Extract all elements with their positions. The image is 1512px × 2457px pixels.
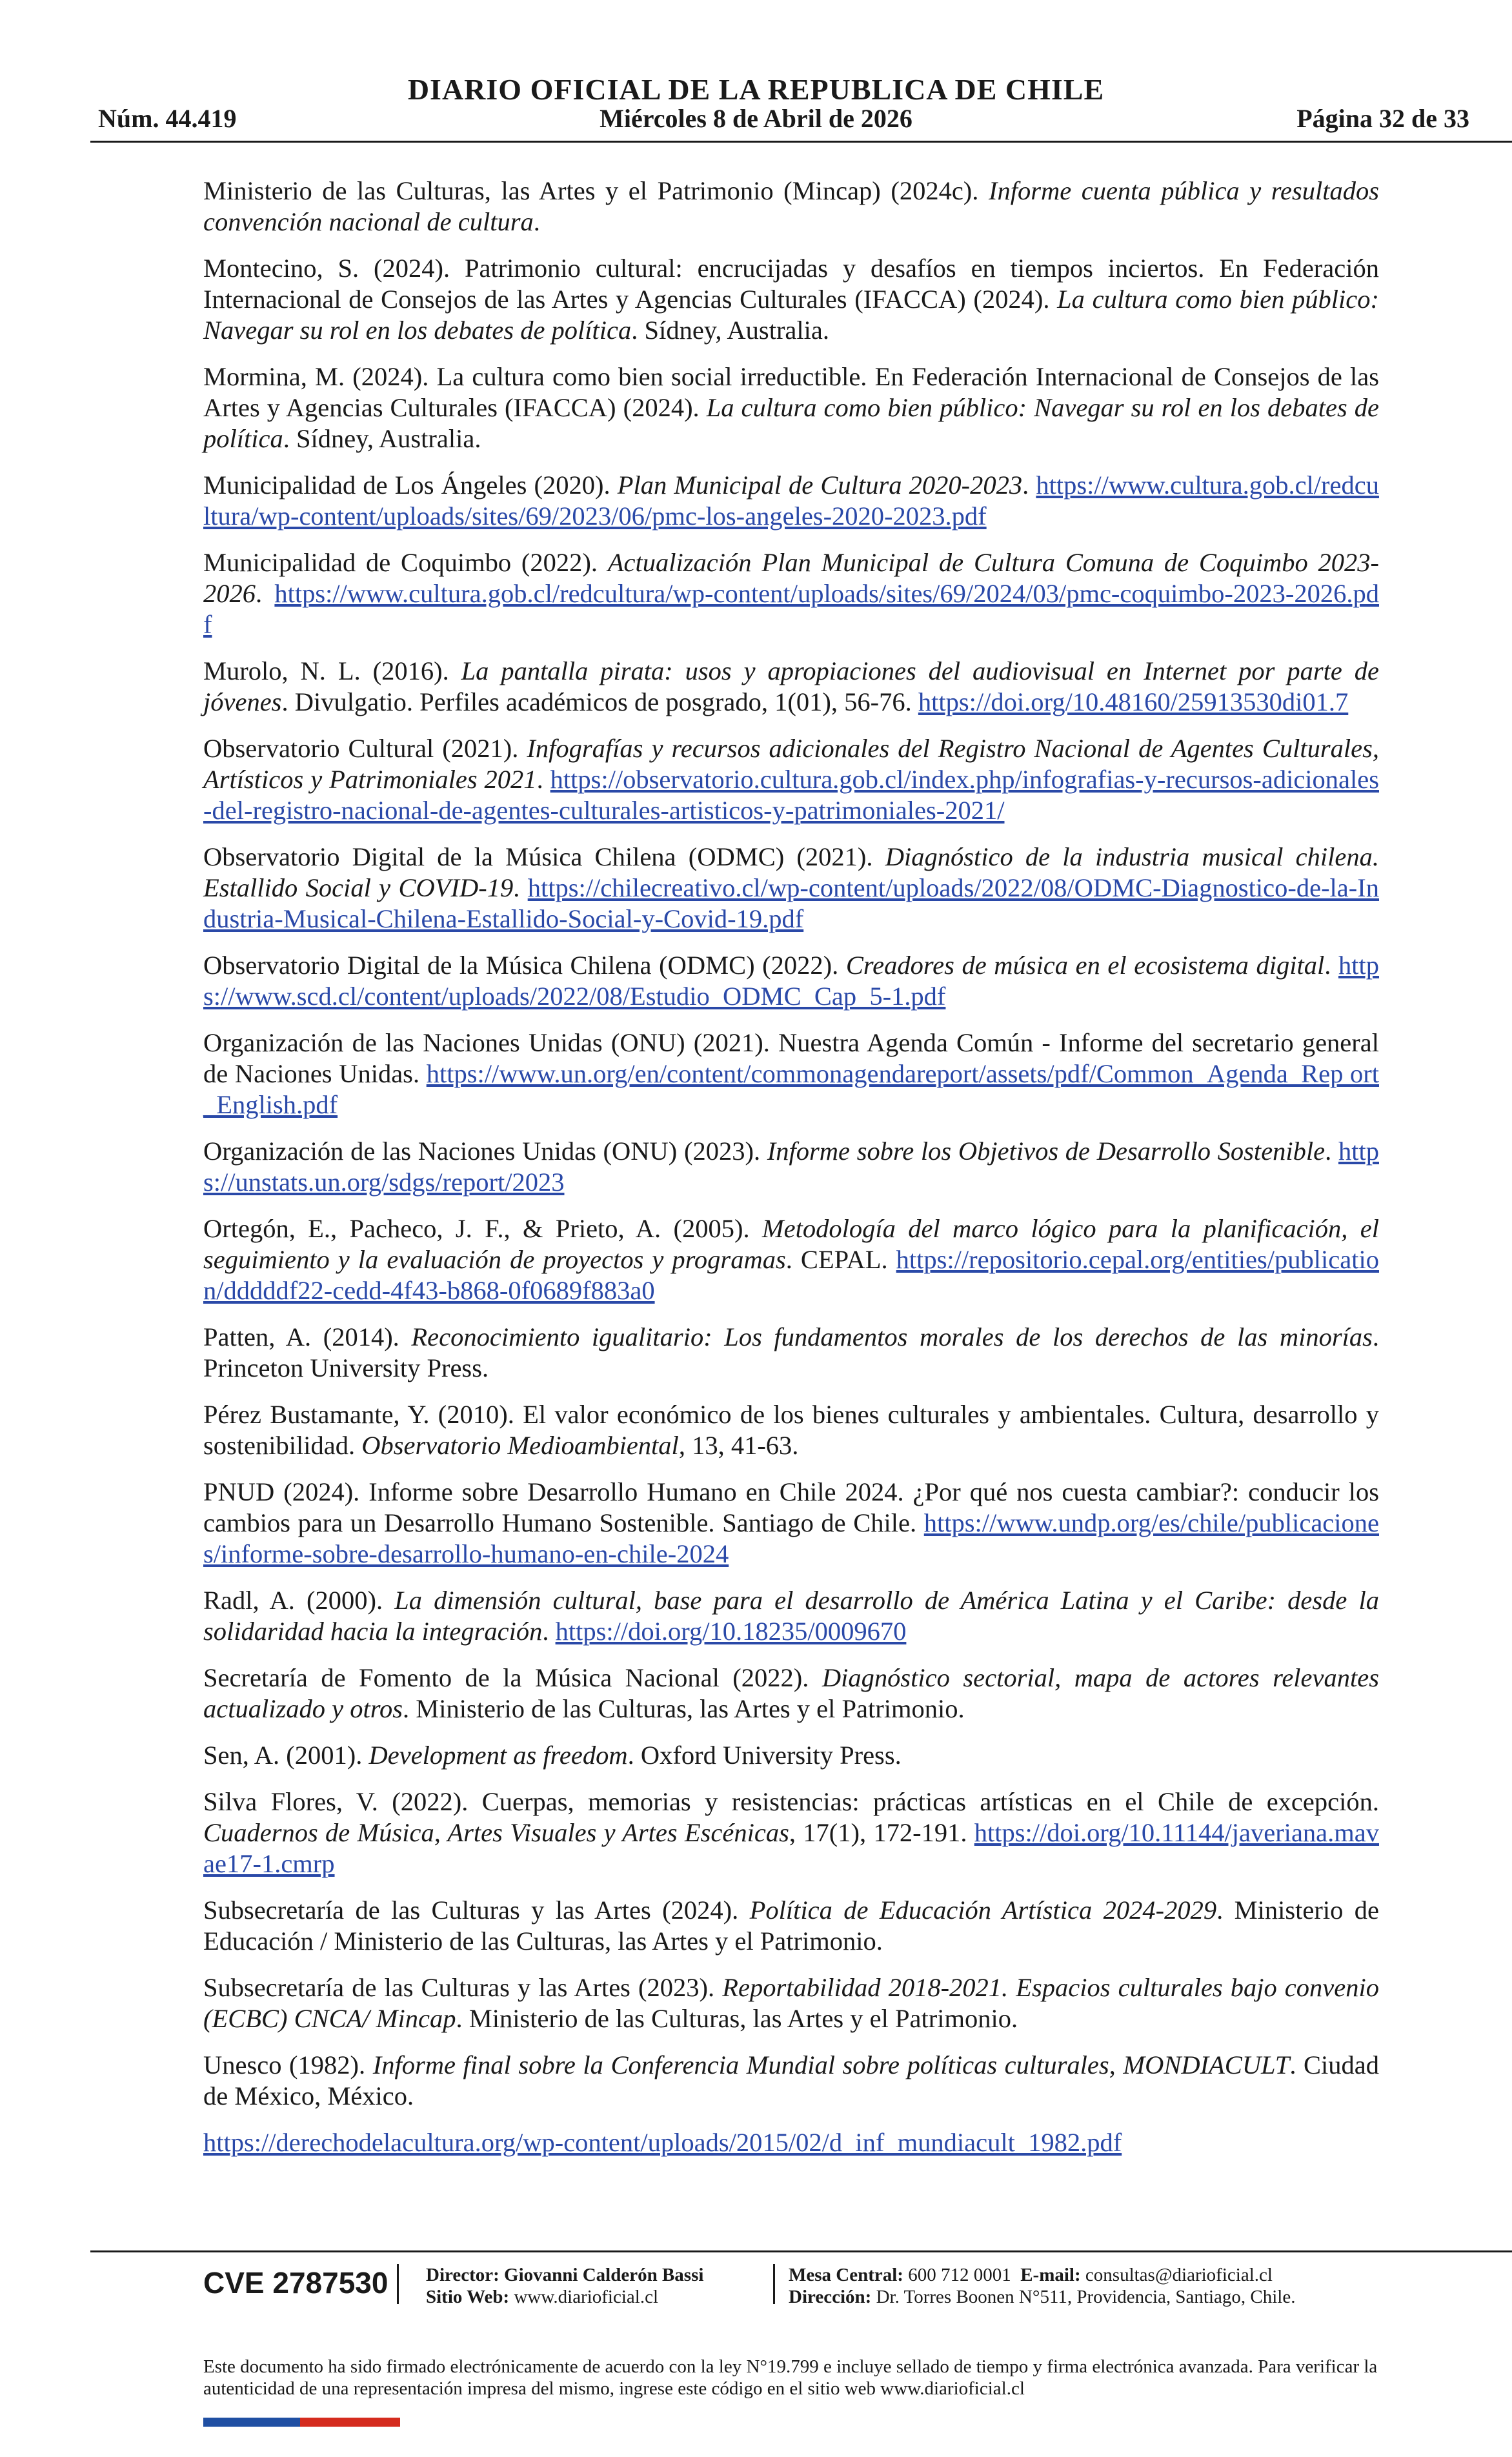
reference-text: Mormina, M. (2024). La cultura como bien social irreductible. En Federación Internacional de Consejos de las Artes y Agencias Culturales (IFACCA) (2024). bbox=[203, 362, 1379, 422]
reference-text: . bbox=[1325, 1137, 1338, 1166]
reference-entry bbox=[203, 1477, 1379, 1570]
footer-separator bbox=[773, 2264, 775, 2304]
reference-entry bbox=[203, 1585, 1379, 1647]
mesa-label: Mesa Central: bbox=[789, 2265, 903, 2285]
footer-contact-block bbox=[789, 2264, 1295, 2308]
reference-title: Plan Municipal de Cultura 2020-2023 bbox=[617, 470, 1023, 500]
page-number: Página 32 de 33 bbox=[1296, 104, 1469, 133]
reference-text: . Divulgatio. Perfiles académicos de posgrado, 1(01), 56-76. bbox=[281, 687, 918, 716]
mesa-value: 600 712 0001 bbox=[908, 2265, 1011, 2285]
reference-text: Organización de las Naciones Unidas (ONU) (2023). bbox=[203, 1137, 767, 1166]
reference-text: . bbox=[256, 579, 275, 608]
email-label: E-mail: bbox=[1020, 2265, 1081, 2285]
reference-text: Ortegón, E., Pacheco, J. F., & Prieto, A. (2005). bbox=[203, 1214, 762, 1243]
reference-entry bbox=[203, 253, 1379, 346]
reference-title: Diagnóstico de la industria musical chilena. Estallido Social y COVID-19 bbox=[203, 842, 1379, 902]
address-value: Dr. Torres Boonen N°511, Providencia, Santiago, Chile. bbox=[876, 2287, 1296, 2307]
reference-text: Subsecretaría de las Culturas y las Artes (2024). bbox=[203, 1896, 750, 1925]
reference-text: Unesco (1982). bbox=[203, 2050, 373, 2079]
reference-title: Reconocimiento igualitario: Los fundamentos morales de los derechos de las minorías bbox=[411, 1322, 1373, 1351]
reference-title: Política de Educación Artística 2024-2029 bbox=[749, 1896, 1217, 1925]
reference-entry bbox=[203, 361, 1379, 454]
reference-title: La pantalla pirata: usos y apropiaciones del audiovisual en Internet por parte de jóvenes bbox=[203, 656, 1379, 716]
reference-text: Secretaría de Fomento de la Música Nacional (2022). bbox=[203, 1663, 822, 1692]
reference-text: PNUD (2024). Informe sobre Desarrollo Humano en Chile 2024. ¿Por qué nos cuesta cambiar?: conducir los cambios para un Desarrollo Humano Sostenible. Santiago de Chile. bbox=[203, 1477, 1379, 1537]
reference-entry bbox=[203, 950, 1379, 1012]
reference-title: Infografías y recursos adicionales del Registro Nacional de Agentes Culturales, Artísticos y Patrimoniales 2021 bbox=[203, 734, 1379, 794]
reference-title: La dimensión cultural, base para el desarrollo de América Latina y el Caribe: desde la solidaridad hacia la integración bbox=[203, 1586, 1379, 1646]
reference-text: Montecino, S. (2024). Patrimonio cultural: encrucijadas y desafíos en tiempos inciertos. En Federación Internacional de Consejos de las Artes y Agencias Culturales (IFACCA) (2024). bbox=[203, 254, 1379, 314]
footer-separator bbox=[397, 2264, 399, 2304]
reference-link[interactable]: https://unstats.un.org/sdgs/report/2023 bbox=[203, 1137, 1379, 1197]
reference-entry bbox=[203, 1740, 1379, 1771]
reference-link[interactable]: https://doi.org/10.48160/25913530di01.7 bbox=[918, 687, 1349, 716]
address-label: Dirección: bbox=[789, 2287, 872, 2307]
reference-text: . Ministerio de las Culturas, las Artes y el Patrimonio. bbox=[403, 1694, 965, 1723]
reference-entry bbox=[203, 470, 1379, 532]
director-name: Giovanni Calderón Bassi bbox=[504, 2265, 704, 2285]
reference-title: Metodología del marco lógico para la planificación, el seguimiento y la evaluación de proyectos y programas bbox=[203, 1214, 1379, 1274]
legal-notice: Este documento ha sido firmado electrónicamente de acuerdo con la ley N°19.799 e incluye sellado de tiempo y firma electrónica avanzada. Para verificar la autenticidad de una representación impresa del mismo, ingrese este código en el sitio web www.diarioficial.cl bbox=[203, 2356, 1378, 2399]
reference-text: Radl, A. (2000). bbox=[203, 1586, 395, 1615]
issue-date: Miércoles 8 de Abril de 2026 bbox=[600, 104, 912, 133]
reference-entry bbox=[203, 1786, 1379, 1879]
reference-entry bbox=[203, 2050, 1379, 2112]
reference-link[interactable]: https://doi.org/10.11144/javeriana.mavae17-1.cmrp bbox=[203, 1818, 1379, 1878]
reference-link[interactable]: https://chilecreativo.cl/wp-content/uploads/2022/08/ODMC-Diagnostico-de-la-Industria-Musical-Chilena-Estallido-Social-y-Covid-19.pdf bbox=[203, 873, 1380, 933]
reference-title: Informe cuenta pública y resultados convención nacional de cultura bbox=[203, 176, 1379, 236]
reference-text: Subsecretaría de las Culturas y las Artes (2023). bbox=[203, 1973, 723, 2002]
reference-title: Cuadernos de Música, Artes Visuales y Artes Escénicas bbox=[203, 1818, 789, 1847]
reference-text: Observatorio Digital de la Música Chilena (ODMC) (2021). bbox=[203, 842, 885, 871]
reference-text: . Ministerio de Educación / Ministerio de las Culturas, las Artes y el Patrimonio. bbox=[203, 1896, 1379, 1956]
footer-divider bbox=[90, 2250, 1512, 2252]
page-header bbox=[0, 0, 1512, 148]
reference-text: Patten, A. (2014). bbox=[203, 1322, 412, 1351]
reference-text: Municipalidad de Los Ángeles (2020). bbox=[203, 470, 618, 500]
reference-text: . Sídney, Australia. bbox=[631, 316, 830, 345]
reference-entry bbox=[203, 2127, 1379, 2158]
reference-title: La cultura como bien público: Navegar su rol en los debates de política bbox=[203, 285, 1379, 345]
reference-text: Organización de las Naciones Unidas (ONU) (2021). Nuestra Agenda Común - Informe del secretario general de Naciones Unidas. bbox=[203, 1028, 1379, 1088]
reference-text: Silva Flores, V. (2022). Cuerpas, memorias y resistencias: prácticas artísticas en el Chile de excepción. bbox=[203, 1787, 1379, 1816]
reference-text: Municipalidad de Coquimbo (2022). bbox=[203, 548, 608, 577]
reference-text: Observatorio Digital de la Música Chilena (ODMC) (2022). bbox=[203, 951, 846, 980]
reference-link[interactable]: https://www.cultura.gob.cl/redcultura/wp-content/uploads/sites/69/2024/03/pmc-coquimbo-2023-2026.pdf bbox=[203, 579, 1379, 639]
reference-list bbox=[203, 176, 1379, 2174]
reference-text: . bbox=[1022, 470, 1036, 500]
reference-entry bbox=[203, 547, 1379, 640]
reference-title: Development as freedom bbox=[368, 1741, 628, 1770]
director-label: Director: bbox=[426, 2265, 499, 2285]
reference-text: Sen, A. (2001). bbox=[203, 1741, 369, 1770]
reference-title: Informe sobre los Objetivos de Desarrollo Sostenible bbox=[767, 1137, 1326, 1166]
reference-link[interactable]: https://www.scd.cl/content/uploads/2022/08/Estudio_ODMC_Cap_5-1.pdf bbox=[203, 951, 1380, 1011]
reference-text: Ministerio de las Culturas, las Artes y el Patrimonio (Mincap) (2024c). bbox=[203, 176, 989, 205]
reference-title: Reportabilidad 2018-2021. Espacios culturales bajo convenio (ECBC) CNCA/ Mincap bbox=[203, 1973, 1379, 2033]
reference-link[interactable]: https://derechodelacultura.org/wp-content/uploads/2015/02/d_inf_mundiacult_1982.pdf bbox=[203, 2128, 1122, 2157]
reference-text: . CEPAL. bbox=[785, 1245, 896, 1274]
reference-title: Creadores de música en el ecosistema digital bbox=[845, 951, 1325, 980]
reference-text: Pérez Bustamante, Y. (2010). El valor económico de los bienes culturales y ambientales. Cultura, desarrollo y sostenibilidad. bbox=[203, 1400, 1379, 1460]
reference-link[interactable]: https://www.undp.org/es/chile/publicaciones/informe-sobre-desarrollo-humano-en-chile-2024 bbox=[203, 1508, 1379, 1568]
reference-text: . Ciudad de México, México. bbox=[203, 2050, 1379, 2110]
reference-link[interactable]: https://www.cultura.gob.cl/redcultura/wp-content/uploads/sites/69/2023/06/pmc-los-angeles-2020-2023.pdf bbox=[203, 470, 1379, 531]
reference-entry bbox=[203, 1136, 1379, 1198]
reference-text: . Princeton University Press. bbox=[203, 1322, 1379, 1382]
reference-text: Murolo, N. L. (2016). bbox=[203, 656, 461, 685]
reference-title: Actualización Plan Municipal de Cultura Comuna de Coquimbo 2023-2026 bbox=[203, 548, 1379, 608]
reference-entry bbox=[203, 1213, 1379, 1306]
reference-text: Observatorio Cultural (2021). bbox=[203, 734, 527, 763]
reference-entry bbox=[203, 1027, 1379, 1120]
reference-title: Diagnóstico sectorial, mapa de actores relevantes actualizado y otros bbox=[203, 1663, 1379, 1723]
site-link[interactable]: www.diarioficial.cl bbox=[514, 2287, 659, 2307]
reference-entry bbox=[203, 1663, 1379, 1724]
reference-title: Observatorio Medioambiental bbox=[361, 1431, 679, 1460]
reference-title: La cultura como bien público: Navegar su rol en los debates de política bbox=[203, 393, 1379, 453]
reference-link[interactable]: https://observatorio.cultura.gob.cl/index.php/infografias-y-recursos-adicionales-del-registro-nacional-de-agentes-culturales-artisticos-y-patrimoniales-2021/ bbox=[203, 765, 1380, 825]
reference-text: . bbox=[536, 765, 550, 794]
flag-stripe-blue bbox=[203, 2418, 300, 2427]
reference-text: . bbox=[513, 873, 528, 902]
reference-text: , 13, 41-63. bbox=[678, 1431, 799, 1460]
reference-text: . Sídney, Australia. bbox=[283, 424, 481, 453]
reference-text: . Ministerio de las Culturas, las Artes y el Patrimonio. bbox=[456, 2004, 1018, 2033]
gazette-title: DIARIO OFICIAL DE LA REPUBLICA DE CHILE bbox=[407, 73, 1105, 106]
reference-text: . bbox=[542, 1617, 556, 1646]
reference-entry bbox=[203, 176, 1379, 238]
reference-title: Informe final sobre la Conferencia Mundial sobre políticas culturales, MONDIACULT bbox=[372, 2050, 1290, 2079]
reference-link[interactable]: https://www.un.org/en/content/commonagendareport/assets/pdf/Common_Agenda_Rep ort_English.pdf bbox=[203, 1059, 1379, 1119]
reference-text: , 17(1), 172-191. bbox=[789, 1818, 974, 1847]
site-label: Sitio Web: bbox=[426, 2287, 510, 2307]
email-link[interactable]: consultas@diarioficial.cl bbox=[1085, 2265, 1273, 2285]
flag-stripe-red bbox=[300, 2418, 400, 2427]
issue-number: Núm. 44.419 bbox=[98, 104, 237, 133]
reference-entry bbox=[203, 1399, 1379, 1461]
reference-link[interactable]: https://repositorio.cepal.org/entities/publication/dddddf22-cedd-4f43-b868-0f0689f883a0 bbox=[203, 1245, 1380, 1305]
reference-entry bbox=[203, 1972, 1379, 2034]
reference-entry bbox=[203, 1322, 1379, 1384]
reference-entry bbox=[203, 656, 1379, 718]
reference-text: . bbox=[1324, 951, 1338, 980]
reference-entry bbox=[203, 733, 1379, 826]
reference-text: . bbox=[533, 207, 540, 236]
reference-entry bbox=[203, 1895, 1379, 1957]
header-divider bbox=[90, 141, 1512, 143]
footer-director-block bbox=[426, 2264, 703, 2308]
reference-entry bbox=[203, 842, 1379, 935]
cve-code: CVE 2787530 bbox=[203, 2266, 388, 2300]
reference-link[interactable]: https://doi.org/10.18235/0009670 bbox=[555, 1617, 907, 1646]
reference-text: . Oxford University Press. bbox=[627, 1741, 902, 1770]
